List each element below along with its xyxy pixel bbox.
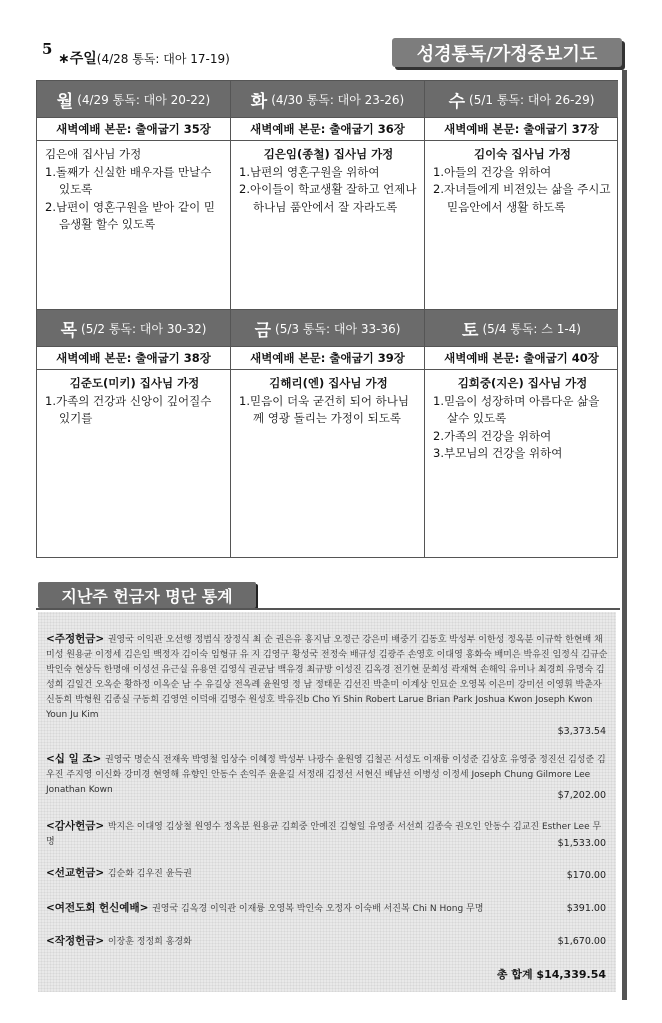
day-header <box>425 81 618 117</box>
donation-section-title: 지난주 헌금자 명단 통계 <box>38 582 256 608</box>
prayer-item: 1.아들의 건강을 위하여 <box>433 164 552 179</box>
day-reading: (4/30 통독: 대아 23-26) <box>271 92 405 107</box>
family-name: 김은임(종철) 집사님 가정 <box>263 147 394 161</box>
donation-group-label: <감사헌금> <box>46 820 108 832</box>
donation-group <box>46 819 608 850</box>
day-header <box>425 310 618 346</box>
family-name: 김해리(엔) 집사님 가정 <box>269 376 388 390</box>
dawn-service-text: 새벽예배 본문: 출애굽기 37장 <box>425 117 618 141</box>
day-cell-4 <box>231 309 425 558</box>
day-reading: (4/29 통독: 대아 20-22) <box>77 92 211 107</box>
day-cell-2 <box>425 81 618 309</box>
donor-list-box <box>38 612 616 992</box>
day-cell-3 <box>37 309 231 558</box>
donation-group-label: <십 일 조> <box>46 753 105 765</box>
day-header <box>37 310 230 346</box>
prayer-body <box>37 141 230 234</box>
day-cell-0 <box>37 81 231 309</box>
day-cell-5 <box>425 309 618 558</box>
day-reading: (5/2 통독: 대아 30-32) <box>81 321 207 336</box>
prayer-item: 1.믿음이 더욱 굳건히 되어 하나님께 영광 돌리는 가정이 되도록 <box>239 393 410 425</box>
donor-names: 박지은 이대영 김상철 원영수 정옥분 원용균 김희중 안예진 김형일 유영종 서선희 김종숙 권오인 안동수 김교진 Esther Lee 무명 <box>46 822 602 847</box>
donation-section-rule <box>36 608 620 610</box>
donor-names: 이장훈 정정희 홍경화 <box>107 937 192 947</box>
family-name: 김이숙 집사님 가정 <box>474 147 571 161</box>
prayer-body <box>231 370 424 428</box>
donation-group-label: <여전도회 헌신예배> <box>46 902 153 914</box>
donor-names: 권영국 명순식 전재욱 박영철 임상수 이혜정 박성부 나광수 윤원영 김철곤 서성도 이재륭 이성준 김상호 유영중 정진선 김성준 김우진 주지영 이신화 강미경 현영해 유향인 안동수 손익주 윤윤길 서정래 김정선 서현신 배남선 이병성 이정세 Joseph Chung Gilmore Lee Jonathan Kown <box>46 755 606 795</box>
day-label: 금 <box>254 320 272 341</box>
section-title-banner: 성경통독/가정중보기도 <box>392 38 622 67</box>
day-label: 목 <box>60 320 78 341</box>
donation-amount: $7,202.00 <box>557 790 606 801</box>
prayer-body <box>425 141 618 216</box>
sunday-label: ∗주일 <box>58 51 97 67</box>
prayer-item: 2.가족의 건강을 위하여 <box>433 428 552 443</box>
page-side-bar <box>622 70 627 1000</box>
donation-group <box>46 934 516 950</box>
donation-amount: $170.00 <box>566 870 606 881</box>
dawn-service-text: 새벽예배 본문: 출애굽기 35장 <box>37 117 230 141</box>
prayer-item: 2.남편이 영혼구원을 받아 같이 믿음생활 할수 있도록 <box>45 199 216 231</box>
donation-group-label: <선교헌금> <box>46 867 108 879</box>
prayer-item: 1.돌째가 신실한 배우자를 만날수 있도록 <box>45 164 212 196</box>
donation-group <box>46 866 516 882</box>
dawn-service-text: 새벽예배 본문: 출애굽기 40장 <box>425 346 618 370</box>
donor-names: 권영국 김옥경 이익관 이재륭 오영복 박인숙 오정자 이숙배 서진복 Chi N Hong 무명 <box>152 904 484 914</box>
day-header <box>37 81 230 117</box>
dawn-service-text: 새벽예배 본문: 출애굽기 39장 <box>231 346 424 370</box>
donation-group <box>46 752 608 798</box>
day-label: 화 <box>250 91 268 112</box>
prayer-item: 2.자녀들에게 비젼있는 삶을 주시고 믿음안에서 생활 하도록 <box>433 182 611 214</box>
prayer-body <box>425 370 618 463</box>
family-name: 김준도(미키) 집사님 가정 <box>69 376 200 390</box>
day-reading: (5/3 통독: 대아 33-36) <box>275 321 401 336</box>
day-label: 월 <box>56 91 74 112</box>
day-cell-1 <box>231 81 425 309</box>
donation-group-label: <주정헌금> <box>46 633 108 645</box>
family-name: 김희중(지은) 집사님 가정 <box>457 376 588 390</box>
sunday-reading-text: (4/28 통독: 대아 17-19) <box>96 52 230 66</box>
prayer-body <box>37 370 230 428</box>
prayer-item: 1.남편의 영혼구원을 위하여 <box>239 164 380 179</box>
dawn-service-text: 새벽예배 본문: 출애굽기 38장 <box>37 346 230 370</box>
family-name: 김은애 집사님 가정 <box>45 147 142 161</box>
sunday-reading <box>58 48 230 68</box>
day-label: 수 <box>448 91 466 112</box>
donation-group <box>46 632 608 723</box>
donation-group-label: <작정헌금> <box>46 935 108 947</box>
donation-group <box>46 901 516 917</box>
donation-total: 총 합계 $14,339.54 <box>496 968 606 981</box>
day-reading: (5/1 통독: 대아 26-29) <box>469 92 595 107</box>
prayer-grid <box>36 80 618 558</box>
donor-names: 권영국 이익관 오선행 정범식 장정식 최 순 권은유 홍지남 오정근 강은미 배중기 김동호 박성부 이한성 정옥분 이규학 한현배 채미성 원용균 이정세 김은임 백정자 김이숙 임형규 유 지 김영구 황성국 전정숙 배규성 김광주 손영호 이대영 홍화숙 배미은 박유진 임정식 김규순 박인숙 현상득 한명애 이성선 유근실 유용연 김영식 권균남 백유경 최규방 이성진 김옥경 전기현 문희성 곽재혁 손해익 유미나 최경희 유명숙 김성희 김일건 오옥순 황하정 이옥순 남 수 유길상 전옥례 윤원영 정 남 정태문 김선진 박춘미 이계상 인묘순 오영복 이은미 강미선 이영휘 박춘자 신동희 박형원 김종실 구동희 김영연 이덕애 김명수 원성호 박유진b Cho Yi Shin Robert Larue Brian Park Joshua Kwon Joseph Kwon Youn Ju Kim <box>46 635 608 720</box>
day-header <box>231 310 424 346</box>
donor-names: 김순화 김우진 윤득권 <box>107 869 192 879</box>
prayer-item: 1.믿음이 성장하며 아름다운 삶을 살수 있도록 <box>433 393 600 425</box>
dawn-service-text: 새벽예배 본문: 출애굽기 36장 <box>231 117 424 141</box>
day-reading: (5/4 통독: 스 1-4) <box>482 321 581 336</box>
day-header <box>231 81 424 117</box>
day-label: 토 <box>462 320 479 341</box>
prayer-item: 2.아이들이 학교생활 잘하고 언제나 하나님 품안에서 잘 자라도록 <box>239 182 417 214</box>
page-number: 5 <box>42 40 53 58</box>
prayer-item: 1.가족의 건강과 신앙이 깊어질수 있기를 <box>45 393 212 425</box>
donation-amount: $3,373.54 <box>557 726 606 737</box>
prayer-item: 3.부모님의 건강을 위하여 <box>433 446 563 460</box>
donation-amount: $391.00 <box>566 903 606 914</box>
donation-amount: $1,670.00 <box>557 936 606 947</box>
donation-amount: $1,533.00 <box>557 838 606 849</box>
prayer-body <box>231 141 424 216</box>
